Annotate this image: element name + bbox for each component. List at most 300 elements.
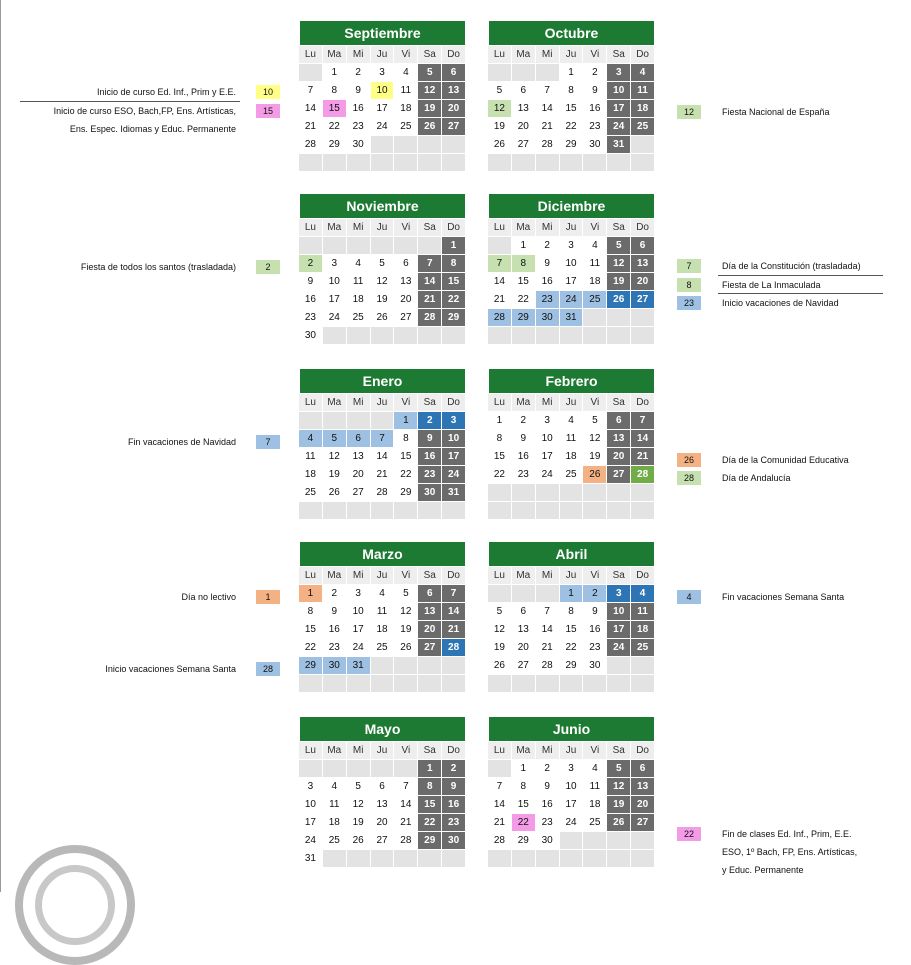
day-cell: 25 (299, 484, 323, 502)
day-cell: 12 (347, 796, 371, 814)
weekday-header: Lu (488, 394, 512, 412)
day-cell: 23 (536, 291, 560, 309)
day-cell: 12 (607, 255, 631, 273)
empty-day-cell (512, 675, 536, 693)
empty-day-cell (488, 850, 512, 868)
day-cell: 19 (394, 621, 418, 639)
day-cell: 27 (512, 136, 536, 154)
day-cell: 18 (394, 100, 418, 118)
empty-day-cell (631, 309, 655, 327)
empty-day-cell (371, 760, 395, 778)
day-cell: 7 (299, 82, 323, 100)
day-cell: 28 (394, 832, 418, 850)
day-cell: 8 (560, 82, 584, 100)
day-cell: 27 (607, 466, 631, 484)
empty-day-cell (631, 657, 655, 675)
day-cell: 31 (607, 136, 631, 154)
weekday-header: Do (631, 219, 655, 237)
empty-day-cell (323, 760, 347, 778)
weekday-header: Ma (323, 394, 347, 412)
day-cell: 9 (347, 82, 371, 100)
day-cell: 7 (536, 82, 560, 100)
day-cell: 27 (394, 309, 418, 327)
day-cell: 10 (299, 796, 323, 814)
weekday-header: Ju (560, 46, 584, 64)
day-cell: 25 (560, 466, 584, 484)
day-cell: 1 (418, 760, 442, 778)
day-cell: 4 (323, 778, 347, 796)
day-cell: 8 (512, 778, 536, 796)
weekday-header: Mi (536, 742, 560, 760)
day-cell: 3 (560, 760, 584, 778)
day-cell: 6 (347, 430, 371, 448)
empty-day-cell (371, 675, 395, 693)
weekday-header: Ma (512, 394, 536, 412)
day-cell: 13 (512, 621, 536, 639)
day-cell: 20 (394, 291, 418, 309)
day-cell: 25 (371, 639, 395, 657)
empty-day-cell (536, 484, 560, 502)
day-cell: 12 (488, 621, 512, 639)
day-cell: 23 (583, 639, 607, 657)
day-cell: 20 (442, 100, 466, 118)
empty-day-cell (418, 327, 442, 345)
empty-day-cell (394, 237, 418, 255)
left-note-text: Inicio vacaciones Semana Santa (105, 664, 236, 674)
day-cell: 21 (442, 621, 466, 639)
empty-day-cell (631, 484, 655, 502)
day-cell: 2 (583, 585, 607, 603)
empty-day-cell (536, 327, 560, 345)
day-cell: 2 (536, 760, 560, 778)
empty-day-cell (442, 502, 466, 520)
day-cell: 30 (323, 657, 347, 675)
day-cell: 10 (560, 778, 584, 796)
weekday-header: Lu (488, 219, 512, 237)
weekday-header: Do (631, 567, 655, 585)
empty-day-cell (631, 154, 655, 172)
empty-day-cell (323, 154, 347, 172)
empty-day-cell (442, 675, 466, 693)
weekday-header: Vi (583, 567, 607, 585)
day-cell: 22 (512, 814, 536, 832)
day-cell: 6 (631, 237, 655, 255)
day-cell: 26 (607, 814, 631, 832)
day-cell: 30 (536, 309, 560, 327)
day-cell: 16 (536, 796, 560, 814)
day-cell: 4 (347, 255, 371, 273)
day-cell: 18 (323, 814, 347, 832)
weekday-header: Mi (536, 567, 560, 585)
day-cell: 2 (347, 64, 371, 82)
day-cell: 22 (323, 118, 347, 136)
left-note-text: Inicio de curso Ed. Inf., Prim y E.E. (96, 87, 236, 97)
empty-day-cell (488, 760, 512, 778)
day-cell: 31 (442, 484, 466, 502)
empty-day-cell (583, 309, 607, 327)
day-cell: 7 (536, 603, 560, 621)
day-cell: 9 (323, 603, 347, 621)
day-cell: 14 (488, 273, 512, 291)
day-cell: 19 (347, 814, 371, 832)
weekday-header: Do (631, 742, 655, 760)
month-calendar-marzo (299, 541, 466, 693)
left-note-text: Ens. Espec. Idiomas y Educ. Permanente (69, 124, 236, 134)
weekday-header: Mi (347, 567, 371, 585)
day-cell: 2 (418, 412, 442, 430)
month-grid (488, 567, 655, 693)
day-cell: 3 (347, 585, 371, 603)
empty-day-cell (488, 64, 512, 82)
day-cell: 10 (442, 430, 466, 448)
empty-day-cell (560, 484, 584, 502)
weekday-header: Ma (323, 46, 347, 64)
day-cell: 29 (323, 136, 347, 154)
day-cell: 30 (583, 136, 607, 154)
day-cell: 11 (347, 273, 371, 291)
empty-day-cell (371, 136, 395, 154)
day-cell: 19 (607, 796, 631, 814)
day-cell: 30 (536, 832, 560, 850)
day-cell: 10 (371, 82, 395, 100)
day-cell: 15 (323, 100, 347, 118)
day-cell: 30 (583, 657, 607, 675)
weekday-header: Mi (347, 394, 371, 412)
day-cell: 24 (371, 118, 395, 136)
weekday-header: Do (442, 46, 466, 64)
day-cell: 26 (418, 118, 442, 136)
day-cell: 28 (488, 309, 512, 327)
day-cell: 30 (418, 484, 442, 502)
weekday-header: Ma (512, 742, 536, 760)
day-cell: 12 (418, 82, 442, 100)
weekday-header: Ju (560, 742, 584, 760)
empty-day-cell (299, 760, 323, 778)
empty-day-cell (512, 327, 536, 345)
day-cell: 17 (371, 100, 395, 118)
day-cell: 26 (394, 639, 418, 657)
empty-day-cell (583, 154, 607, 172)
weekday-header: Do (442, 394, 466, 412)
day-cell: 28 (371, 484, 395, 502)
day-cell: 29 (418, 832, 442, 850)
day-cell: 31 (347, 657, 371, 675)
day-cell: 12 (323, 448, 347, 466)
day-cell: 2 (323, 585, 347, 603)
right-note-badge: 12 (676, 104, 702, 120)
day-cell: 27 (418, 639, 442, 657)
right-note-text: Inicio vacaciones de Navidad (722, 298, 839, 308)
empty-day-cell (536, 502, 560, 520)
day-cell: 12 (394, 603, 418, 621)
day-cell: 21 (299, 118, 323, 136)
empty-day-cell (323, 850, 347, 868)
day-cell: 29 (442, 309, 466, 327)
empty-day-cell (583, 484, 607, 502)
day-cell: 14 (536, 621, 560, 639)
left-note-badge: 28 (255, 661, 281, 677)
day-cell: 18 (631, 100, 655, 118)
day-cell: 21 (371, 466, 395, 484)
day-cell: 26 (583, 466, 607, 484)
day-cell: 22 (299, 639, 323, 657)
empty-day-cell (583, 832, 607, 850)
day-cell: 13 (371, 796, 395, 814)
right-note-text: Día de la Constitución (trasladada) (722, 261, 861, 271)
day-cell: 6 (442, 64, 466, 82)
day-cell: 27 (512, 657, 536, 675)
empty-day-cell (488, 154, 512, 172)
month-title: Abril (488, 541, 655, 567)
day-cell: 30 (347, 136, 371, 154)
day-cell: 25 (394, 118, 418, 136)
day-cell: 29 (299, 657, 323, 675)
empty-day-cell (607, 832, 631, 850)
day-cell: 10 (607, 603, 631, 621)
empty-day-cell (299, 237, 323, 255)
day-cell: 18 (299, 466, 323, 484)
day-cell: 10 (536, 430, 560, 448)
empty-day-cell (418, 136, 442, 154)
weekday-header: Sa (418, 394, 442, 412)
right-note-badge: 22 (676, 826, 702, 842)
weekday-header: Vi (583, 46, 607, 64)
left-note-badge: 15 (255, 103, 281, 119)
day-cell: 14 (299, 100, 323, 118)
weekday-header: Mi (347, 742, 371, 760)
day-cell: 29 (560, 136, 584, 154)
day-cell: 2 (512, 412, 536, 430)
day-cell: 14 (488, 796, 512, 814)
day-cell: 3 (607, 585, 631, 603)
day-cell: 25 (631, 639, 655, 657)
day-cell: 2 (536, 237, 560, 255)
day-cell: 2 (442, 760, 466, 778)
weekday-header: Vi (394, 46, 418, 64)
day-cell: 7 (488, 255, 512, 273)
weekday-header: Vi (394, 742, 418, 760)
empty-day-cell (488, 327, 512, 345)
day-cell: 19 (418, 100, 442, 118)
day-cell: 1 (512, 760, 536, 778)
month-grid (299, 394, 466, 520)
left-note-text: Inicio de curso ESO, Bach,FP, Ens. Artísticas, (53, 106, 236, 116)
day-cell: 5 (371, 255, 395, 273)
day-cell: 3 (607, 64, 631, 82)
day-cell: 23 (583, 118, 607, 136)
day-cell: 24 (347, 639, 371, 657)
empty-day-cell (631, 850, 655, 868)
empty-day-cell (631, 832, 655, 850)
empty-day-cell (418, 850, 442, 868)
day-cell: 28 (536, 657, 560, 675)
day-cell: 13 (512, 100, 536, 118)
day-cell: 19 (323, 466, 347, 484)
day-cell: 29 (394, 484, 418, 502)
day-cell: 27 (631, 291, 655, 309)
day-cell: 6 (607, 412, 631, 430)
day-cell: 30 (442, 832, 466, 850)
day-cell: 3 (442, 412, 466, 430)
day-cell: 17 (347, 621, 371, 639)
empty-day-cell (488, 585, 512, 603)
day-cell: 24 (607, 118, 631, 136)
empty-day-cell (536, 675, 560, 693)
day-cell: 5 (607, 237, 631, 255)
day-cell: 27 (442, 118, 466, 136)
weekday-header: Mi (536, 46, 560, 64)
day-cell: 21 (488, 814, 512, 832)
day-cell: 28 (488, 832, 512, 850)
day-cell: 18 (631, 621, 655, 639)
weekday-header: Sa (418, 742, 442, 760)
day-cell: 22 (560, 118, 584, 136)
logo-inner-ring-icon (35, 865, 115, 945)
day-cell: 7 (371, 430, 395, 448)
day-cell: 3 (536, 412, 560, 430)
empty-day-cell (560, 154, 584, 172)
day-cell: 29 (560, 657, 584, 675)
day-cell: 17 (607, 621, 631, 639)
day-cell: 9 (583, 82, 607, 100)
weekday-header: Lu (488, 742, 512, 760)
day-cell: 4 (560, 412, 584, 430)
weekday-header: Ju (560, 219, 584, 237)
day-cell: 15 (488, 448, 512, 466)
day-cell: 17 (560, 796, 584, 814)
empty-day-cell (299, 502, 323, 520)
day-cell: 6 (512, 82, 536, 100)
empty-day-cell (442, 850, 466, 868)
empty-day-cell (442, 154, 466, 172)
day-cell: 21 (394, 814, 418, 832)
day-cell: 6 (418, 585, 442, 603)
month-grid (299, 219, 466, 345)
day-cell: 26 (347, 832, 371, 850)
right-note-badge: 26 (676, 452, 702, 468)
weekday-header: Do (442, 742, 466, 760)
empty-day-cell (607, 484, 631, 502)
weekday-header: Ju (371, 46, 395, 64)
empty-day-cell (536, 850, 560, 868)
day-cell: 14 (536, 100, 560, 118)
empty-day-cell (299, 412, 323, 430)
weekday-header: Lu (299, 742, 323, 760)
day-cell: 9 (442, 778, 466, 796)
weekday-header: Do (631, 46, 655, 64)
empty-day-cell (560, 675, 584, 693)
day-cell: 17 (442, 448, 466, 466)
day-cell: 26 (488, 136, 512, 154)
day-cell: 1 (488, 412, 512, 430)
empty-day-cell (512, 585, 536, 603)
empty-day-cell (512, 64, 536, 82)
day-cell: 17 (299, 814, 323, 832)
day-cell: 28 (442, 639, 466, 657)
day-cell: 11 (631, 82, 655, 100)
empty-day-cell (418, 154, 442, 172)
separator-line (718, 275, 883, 276)
empty-day-cell (607, 502, 631, 520)
day-cell: 8 (560, 603, 584, 621)
day-cell: 28 (418, 309, 442, 327)
day-cell: 25 (631, 118, 655, 136)
day-cell: 12 (371, 273, 395, 291)
day-cell: 31 (299, 850, 323, 868)
empty-day-cell (488, 484, 512, 502)
day-cell: 21 (536, 639, 560, 657)
day-cell: 13 (418, 603, 442, 621)
day-cell: 19 (371, 291, 395, 309)
day-cell: 7 (631, 412, 655, 430)
day-cell: 8 (394, 430, 418, 448)
day-cell: 22 (442, 291, 466, 309)
empty-day-cell (488, 502, 512, 520)
day-cell: 12 (583, 430, 607, 448)
day-cell: 1 (442, 237, 466, 255)
weekday-header: Lu (488, 46, 512, 64)
weekday-header: Lu (299, 394, 323, 412)
day-cell: 13 (631, 255, 655, 273)
day-cell: 7 (418, 255, 442, 273)
day-cell: 1 (394, 412, 418, 430)
empty-day-cell (631, 136, 655, 154)
right-note-text: Fiesta de La Inmaculada (722, 280, 821, 290)
right-note-badge: 23 (676, 295, 702, 311)
empty-day-cell (394, 327, 418, 345)
day-cell: 5 (488, 82, 512, 100)
day-cell: 15 (560, 621, 584, 639)
empty-day-cell (536, 154, 560, 172)
day-cell: 22 (488, 466, 512, 484)
weekday-header: Ju (371, 742, 395, 760)
day-cell: 5 (583, 412, 607, 430)
day-cell: 17 (536, 448, 560, 466)
weekday-header: Mi (347, 219, 371, 237)
day-cell: 18 (371, 621, 395, 639)
day-cell: 14 (418, 273, 442, 291)
day-cell: 23 (299, 309, 323, 327)
weekday-header: Sa (607, 46, 631, 64)
day-cell: 8 (299, 603, 323, 621)
empty-day-cell (536, 64, 560, 82)
right-note-text: Fin de clases Ed. Inf., Prim, E.E. (722, 829, 852, 839)
day-cell: 6 (371, 778, 395, 796)
day-cell: 11 (371, 603, 395, 621)
weekday-header: Mi (536, 219, 560, 237)
day-cell: 20 (631, 796, 655, 814)
day-cell: 16 (583, 100, 607, 118)
empty-day-cell (347, 675, 371, 693)
day-cell: 1 (299, 585, 323, 603)
empty-day-cell (299, 64, 323, 82)
empty-day-cell (488, 237, 512, 255)
empty-day-cell (323, 327, 347, 345)
right-note-text: ESO, 1º Bach, FP, Ens. Artísticas, (722, 847, 858, 857)
day-cell: 13 (442, 82, 466, 100)
day-cell: 24 (560, 291, 584, 309)
day-cell: 16 (299, 291, 323, 309)
day-cell: 5 (323, 430, 347, 448)
weekday-header: Lu (299, 567, 323, 585)
day-cell: 8 (323, 82, 347, 100)
day-cell: 26 (488, 657, 512, 675)
empty-day-cell (607, 675, 631, 693)
day-cell: 18 (560, 448, 584, 466)
day-cell: 1 (323, 64, 347, 82)
month-grid (299, 742, 466, 868)
day-cell: 4 (631, 585, 655, 603)
